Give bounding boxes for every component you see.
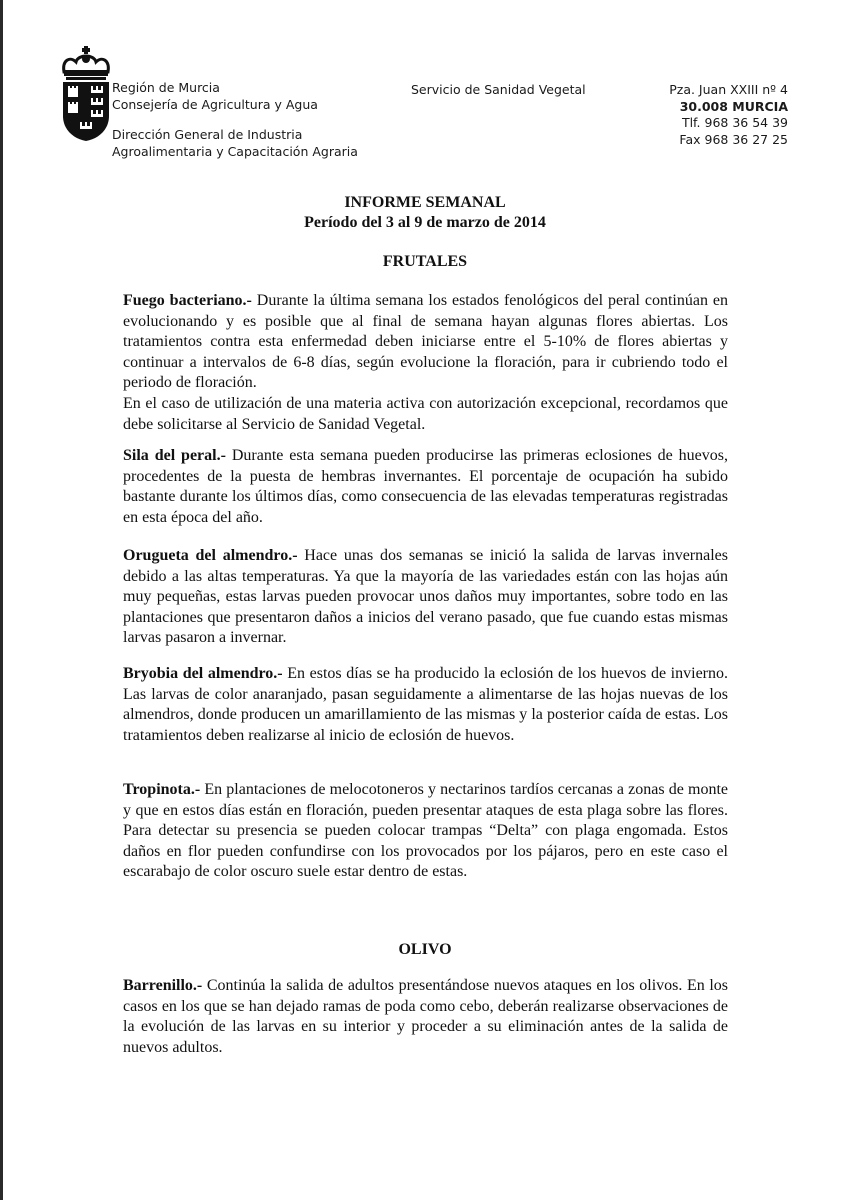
paragraph-text-continued: En el caso de utilización de una materia activa con autorización excepcional, recordamos que debe solicitarse al Servicio de Sanidad Vegetal. [123,394,728,433]
address-city: 30.008 MURCIA [679,98,788,114]
region-crest-icon [60,46,112,142]
page-edge-rule [0,0,3,1200]
paragraph-text: Continúa la salida de adultos presentándose nuevos ataques en los olivos. En los casos en los que se han dejado ramas de poda como cebo, deberán realizarse observaciones de la evolución de las larvas en su interior y proceder a su eliminación antes de la salida de nuevos adultos. [123,977,728,1056]
organization-block [112,80,318,113]
paragraph-term: Fuego bacteriano.- [123,292,252,309]
address-street: Pza. Juan XXIII nº 4 [669,82,788,97]
paragraph-tropinota [123,780,728,883]
paragraph-text: En plantaciones de melocotoneros y nectarinos tardíos cercanas a zonas de monte y que en estos días están en floración, pueden presentar ataques de esta plaga sobre las flores. Para detectar su presencia se pueden colocar trampas “Delta” con plaga engomada. Estos daños en flor pueden confundirse con los provocados por los pájaros, pero en este caso el escarabajo de color oscuro suele estar dentro de estas. [123,781,728,881]
paragraph-orugueta-del-almendro [123,546,728,649]
paragraph-bryobia-del-almendro [123,664,728,746]
dept-line-1: Dirección General de Industria [112,127,303,142]
address-block [669,82,788,148]
paragraph-sila-del-peral [123,446,728,528]
report-title: INFORME SEMANAL [344,194,506,211]
paragraph-term: Bryobia del almendro.- [123,665,283,682]
section-title-olivo: OLIVO [398,941,452,958]
report-period: Período del 3 al 9 de marzo de 2014 [304,214,546,231]
paragraph-text: En estos días se ha producido la eclosión de los huevos de invierno. Las larvas de color anaranjado, pasan seguidamente a alimentarse de las hojas nuevas de los almendros, donde producen un amarillamiento de las mismas y la posterior caída de estas. Los tratamientos deben realizarse al inicio de eclosión de huevos. [123,665,728,744]
paragraph-fuego-bacteriano [123,291,728,435]
paragraph-barrenillo [123,976,728,1058]
paragraph-text: Hace unas dos semanas se inició la salida de larvas invernales debido a las altas temperaturas. Ya que la mayoría de las variedades están con las hojas aún muy pequeñas, estas larvas pueden provocar unos daños muy importantes, sobre todo en las plantaciones que presentaron daños a inicios del verano pasado, que fue cuando estas mismas larvas pasaron a invernar. [123,547,729,647]
fax-number: Fax 968 36 27 25 [679,131,788,147]
paragraph-term: Orugueta del almendro.- [123,547,298,564]
phone-number: Tlf. 968 36 54 39 [681,115,788,130]
department-block [112,127,358,160]
paragraph-text: Durante esta semana pueden producirse las primeras eclosiones de huevos, procedentes de la puesta de hembras invernantes. El porcentaje de ocupación ha subido bastante durante los últimos días, como consecuencia de las elevadas temperaturas registradas en esta época del año. [123,447,728,526]
service-name: Servicio de Sanidad Vegetal [411,82,586,97]
paragraph-term: Tropinota.- [123,781,201,798]
paragraph-text: Durante la última semana los estados fenológicos del peral continúan en evolucionando y es posible que al final de semana hayan algunas flores abiertas. Los tratamientos contra esta enfermedad deben iniciarse entre el 5-10% de flores abiertas y continuar a intervalos de 6-8 días, según evolucione la floración, para ir cubriendo todo el periodo de floración. [123,292,728,392]
paragraph-term: Sila del peral.- [123,447,226,464]
section-title-frutales: FRUTALES [382,253,468,270]
dept-line-2: Agroalimentaria y Capacitación Agraria [112,143,358,159]
org-ministry: Consejería de Agricultura y Agua [112,96,318,112]
report-heading [0,193,850,233]
org-name: Región de Murcia [112,80,220,95]
paragraph-term: Barrenillo.- [123,977,203,994]
